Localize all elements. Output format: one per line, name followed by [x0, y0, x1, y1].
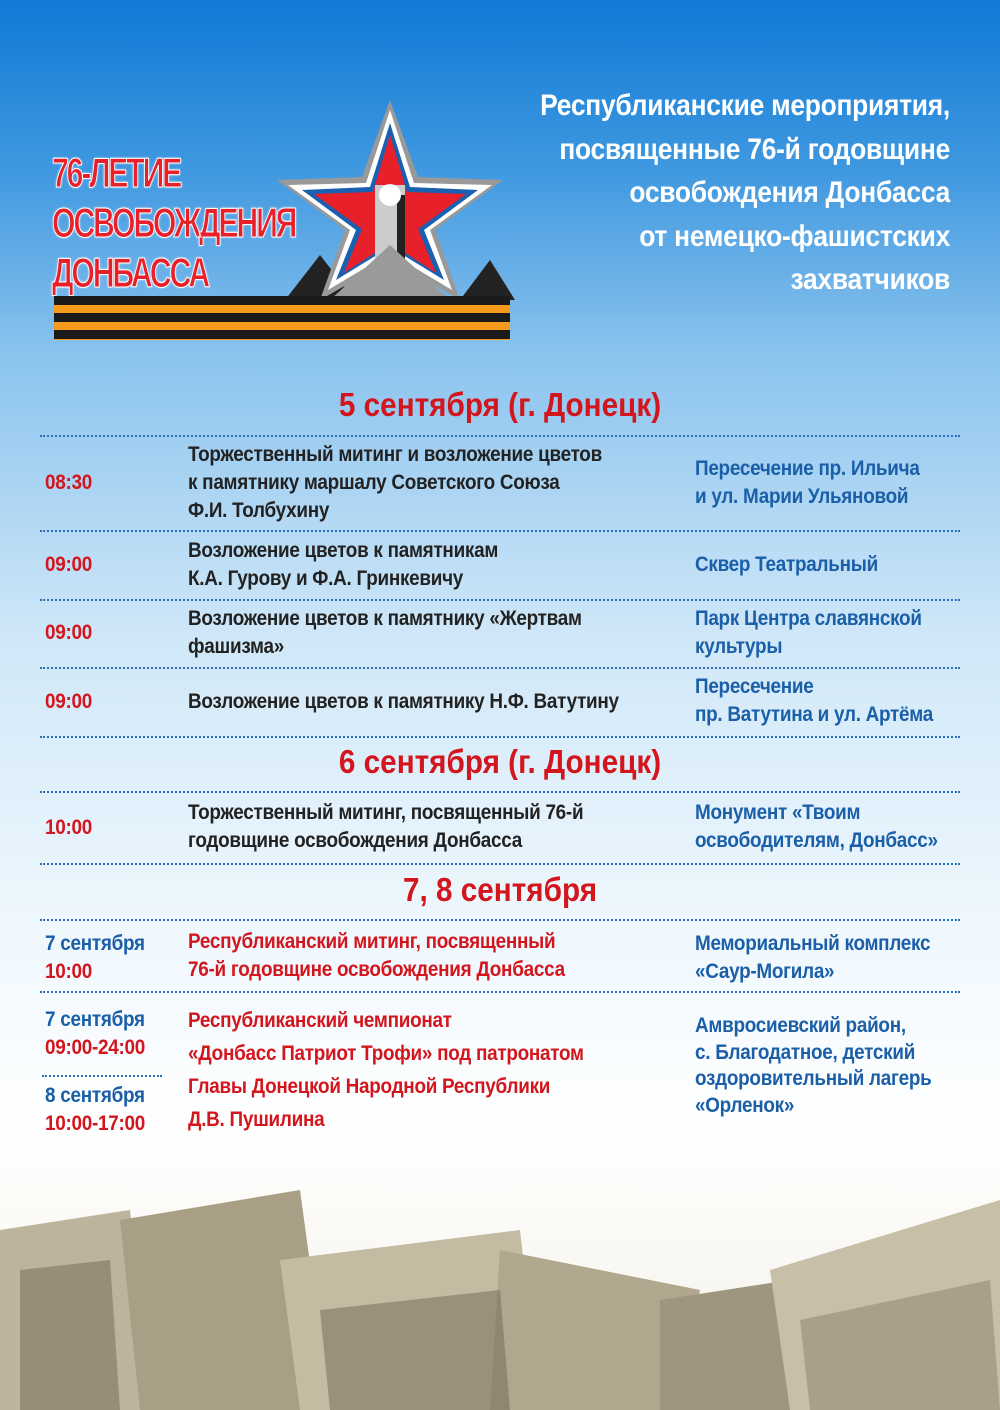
event-title	[188, 799, 583, 855]
title-line: захватчиков	[790, 263, 950, 296]
location-line: Пересечение	[695, 675, 814, 698]
event-location	[695, 930, 930, 986]
event-line: 76-й годовщине освобождения Донбасса	[188, 958, 565, 981]
day-heading: 6 сентября (г. Донецк)	[338, 743, 662, 780]
event-line: годовщине освобождения Донбасса	[188, 829, 522, 852]
location-line: Парк Центра славянской	[695, 607, 922, 630]
event-line: Возложение цветов к памятнику Н.Ф. Ватутину	[188, 690, 619, 713]
event-title	[188, 537, 498, 593]
event-time: 10:00	[45, 960, 92, 983]
logo-line: 76-ЛЕТИЕ	[52, 149, 181, 196]
event-datetime	[45, 1082, 145, 1138]
day-heading: 7, 8 сентября	[402, 871, 598, 908]
event-time: 10:00-17:00	[45, 1112, 146, 1135]
location-line: «Орленок»	[695, 1093, 795, 1117]
event-line: «Донбасс Патриот Трофи» под патронатом	[188, 1042, 584, 1065]
event-line: Торжественный митинг и возложение цветов	[188, 443, 602, 466]
logo-line: ОСВОБОЖДЕНИЯ	[52, 199, 296, 246]
location-line: «Саур-Могила»	[695, 960, 835, 983]
st-george-ribbon	[54, 296, 510, 340]
event-line: Ф.И. Толбухину	[188, 499, 330, 522]
event-time: 08:30	[45, 471, 92, 494]
event-location	[695, 673, 933, 729]
poster-title	[457, 84, 950, 302]
event-time: 09:00	[45, 621, 92, 644]
event-location	[695, 551, 878, 579]
event-time: 09:00	[45, 553, 92, 576]
event-line: Главы Донецкой Народной Республики	[188, 1075, 551, 1098]
event-time: 10:00	[45, 816, 92, 839]
event-line: Д.В. Пушилина	[188, 1108, 325, 1131]
divider	[40, 791, 960, 793]
event-line: фашизма»	[188, 635, 284, 658]
event-line: к памятнику маршалу Советского Союза	[188, 471, 560, 494]
location-line: пр. Ватутина и ул. Артёма	[695, 703, 933, 726]
event-location	[695, 799, 938, 855]
divider	[40, 736, 960, 738]
event-title	[188, 1004, 584, 1136]
divider	[42, 1075, 162, 1077]
location-line: оздоровительный лагерь	[695, 1067, 932, 1090]
event-line: Республиканский чемпионат	[188, 1009, 452, 1032]
divider	[40, 599, 960, 601]
divider	[40, 991, 960, 993]
logo-line: ДОНБАССА	[52, 249, 209, 296]
divider	[40, 435, 960, 437]
title-line: посвященные 76-й годовщине	[559, 132, 950, 166]
event-time: 09:00-24:00	[45, 1036, 146, 1059]
title-line: от немецко-фашистских	[639, 219, 950, 253]
title-line: Республиканские мероприятия,	[540, 89, 950, 122]
event-location	[695, 605, 922, 661]
red-star-icon	[260, 95, 520, 300]
title-line: освобождения Донбасса	[629, 176, 950, 209]
location-line: с. Благодатное, детский	[695, 1040, 916, 1064]
location-line: Монумент «Твоим	[695, 801, 861, 824]
divider	[40, 919, 960, 921]
event-line: К.А. Гурову и Ф.А. Гринкевичу	[188, 567, 464, 590]
event-line: Республиканский митинг, посвященный	[188, 930, 556, 953]
location-line: культуры	[695, 635, 783, 658]
event-title	[188, 605, 582, 661]
location-line: освободителям, Донбасс»	[695, 829, 938, 852]
event-date: 7 сентября	[45, 932, 145, 955]
event-line: Возложение цветов к памятникам	[188, 539, 499, 562]
event-date: 8 сентября	[45, 1084, 145, 1107]
divider	[40, 530, 960, 532]
location-line: Амвросиевский район,	[695, 1014, 906, 1037]
event-title	[188, 688, 619, 716]
anniversary-logo-text	[52, 148, 296, 298]
event-datetime	[45, 930, 145, 986]
event-title	[188, 441, 602, 525]
event-line: Возложение цветов к памятнику «Жертвам	[188, 607, 582, 630]
event-time: 09:00	[45, 690, 92, 713]
event-line: Торжественный митинг, посвященный 76-й	[188, 801, 584, 824]
war-photos-collage	[0, 1190, 1000, 1410]
day-heading: 5 сентября (г. Донецк)	[338, 386, 662, 423]
event-date: 7 сентября	[45, 1008, 145, 1031]
location-line: Пересечение пр. Ильича	[695, 457, 920, 480]
event-title	[188, 928, 565, 984]
event-datetime	[45, 1006, 145, 1062]
location-line: и ул. Марии Ульяновой	[695, 485, 909, 508]
event-location	[695, 455, 920, 511]
location-line: Сквер Театральный	[695, 553, 878, 576]
divider	[40, 863, 960, 865]
location-line: Мемориальный комплекс	[695, 932, 931, 955]
divider	[40, 667, 960, 669]
event-location	[695, 1013, 932, 1119]
